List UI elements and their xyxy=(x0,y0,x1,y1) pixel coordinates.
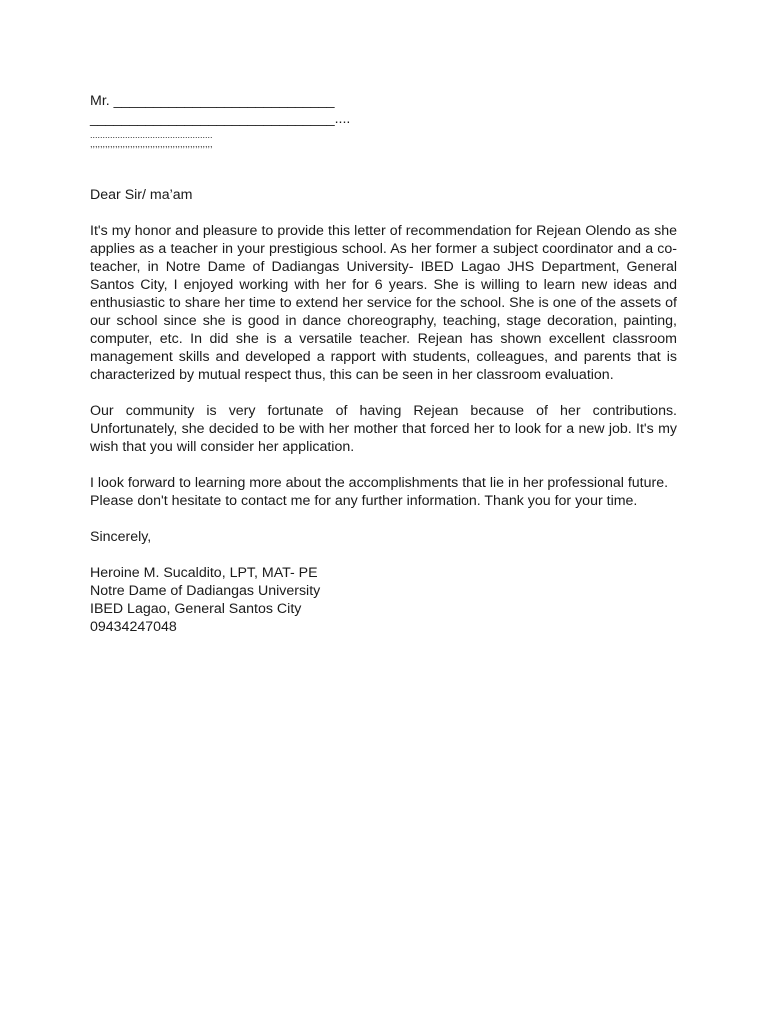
closing: Sincerely, xyxy=(90,529,152,545)
letter-document xyxy=(90,92,677,636)
recipient-name-line: Mr. ____________________________ xyxy=(90,93,335,109)
body-paragraph-1: It's my honor and pleasure to provide this letter of recommendation for Rejean Olendo as she applies as a teacher in your prestigious school. As her former a subject coordinator and a co-teacher, in Notre Dame of Dadiangas University- IBED Lagao JHS Department, General Santos City, I enjoyed working with her for 6 years. She is willing to learn new ideas and enthusiastic to share her time to extend her service for the school. She is one of the assets of our school since she is good in dance choreography, teaching, stage decoration, painting, computer, etc. In did she is a versatile teacher. Rejean has shown excellent classroom management skills and developed a rapport with students, colleagues, and parents that is characterized by mutual respect thus, this can be seen in her classroom evaluation. xyxy=(90,223,677,383)
body-paragraph-3: I look forward to learning more about the accomplishments that lie in her professional future. Please don't hesitate to contact me for any further information. Thank you for your time. xyxy=(90,475,669,509)
signature-name: Heroine M. Sucaldito, LPT, MAT- PE xyxy=(90,565,318,581)
signature-school: Notre Dame of Dadiangas University xyxy=(90,583,321,599)
recipient-dotted-line: ................................................. xyxy=(90,131,213,140)
recipient-address-line: _______________________________.... xyxy=(90,111,351,127)
signature-block xyxy=(90,564,677,636)
salutation: Dear Sir/ ma’am xyxy=(90,187,193,203)
signature-phone: 09434247048 xyxy=(90,619,177,635)
body-paragraph-2: Our community is very fortunate of having Rejean because of her contributions. Unfortunately, she decided to be with her mother that forced her to look for a new job. It's my wish that you will consider her application. xyxy=(90,403,677,455)
signature-address: IBED Lagao, General Santos City xyxy=(90,601,302,617)
recipient-block xyxy=(90,92,677,149)
recipient-comma-line: ,,,,,,,,,,,,,,,,,,,,,,,,,,,,,,,,,,,,,,,,,,,,,,,,, xyxy=(90,140,213,149)
